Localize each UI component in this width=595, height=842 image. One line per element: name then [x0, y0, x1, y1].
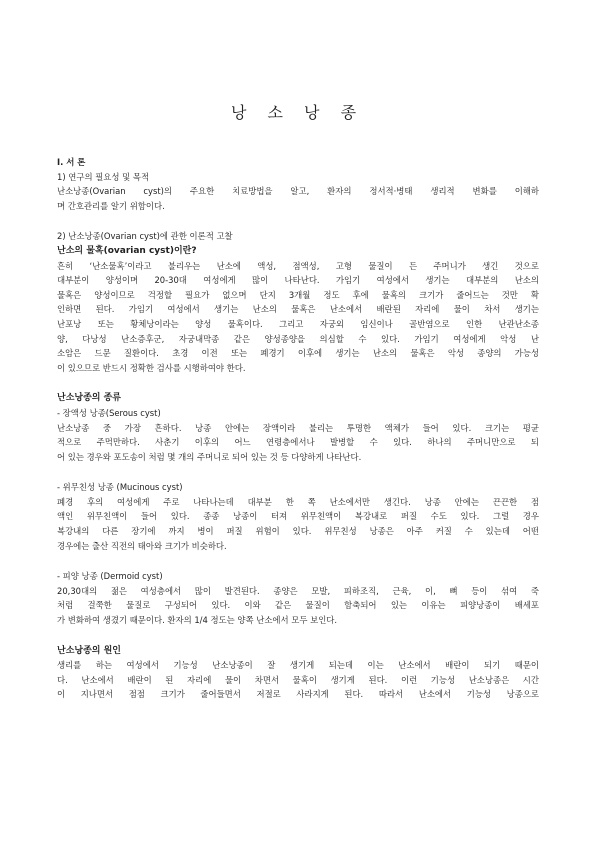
section-heading-types: 난소낭종의 종류	[57, 393, 121, 404]
paragraph-line: 생리를 하는 여성에서 기능성 난소낭종이 잘 생기게 되는데 이는 난소에서 배란이 되기 때문이	[57, 660, 539, 671]
paragraph-line: 이 있으므로 반드시 정확한 검사를 시행하여야 한다.	[57, 362, 246, 373]
paragraph-line: 복강내의 다른 장기에 까지 병이 퍼질 위험이 있다. 위무친성 낭종은 아주 커질 수 있는데 어떤	[57, 526, 539, 537]
paragraph-line: 물혹은 양성이므로 걱정할 필요가 없으며 단지 3개월 정도 후에 물혹의 크기가 줄어드는 것만 확	[57, 289, 539, 300]
document-title: 낭 소 낭 종	[230, 103, 365, 122]
paragraph-line: 양, 다낭성 난소증후군, 자궁내막종 같은 양성종양을 의심할 수 있다. 가임기 여성에게 악성 난	[57, 333, 539, 344]
subsection-need-purpose: 1) 연구의 필요성 및 목적	[57, 171, 150, 182]
question-heading: 난소의 물혹(ovarian cyst)이란?	[57, 245, 197, 256]
paragraph-line: 난소낭종(Ovarian cyst)의 주요한 치료방법을 알고, 환자의 정서적·병태 생리적 변화를 이해하	[57, 186, 539, 197]
type-title: - 위무친성 낭종 (Mucinous cyst)	[57, 482, 183, 493]
document-body	[57, 155, 539, 702]
paragraph-line: 경우에는 출산 직전의 태아와 크기가 비슷하다.	[57, 540, 227, 551]
paragraph-line: 난소낭종 중 가장 흔하다. 낭종 안에는 장액이라 불리는 투명한 액체가 들어 있다. 크기는 평균	[57, 422, 539, 433]
paragraph-line: 가 변화하여 생겼기 때문이다. 환자의 1/4 정도는 양쪽 난소에서 모두 보인다.	[57, 615, 338, 626]
paragraph-line: 어 있는 경우와 포도송이 처럼 몇 개의 주머니로 되어 있는 것 등 다양하게 나타난다.	[57, 451, 362, 462]
paragraph-line: 폐경 후의 여성에게 주로 나타나는데 대부분 한 쪽 난소에서만 생긴다. 낭종 안에는 끈끈한 점	[57, 496, 539, 507]
paragraph-line: 인하면 된다. 가임기 여성에서 생기는 난소의 물혹은 난소에서 배란된 자리에 물이 차서 생기는	[57, 304, 539, 315]
type-title: - 장액성 낭종(Serous cyst)	[57, 407, 161, 418]
paragraph-line: 적으로 주먹만하다. 사춘기 이후의 어느 연령층에서나 발병할 수 있다. 하나의 주머니만으로 되	[57, 437, 539, 448]
subsection-theory: 2) 난소낭종(Ovarian cyst)에 관한 이론적 고찰	[57, 231, 233, 242]
paragraph-line: 소암은 드문 질환이다. 초경 이전 또는 폐경기 이후에 생기는 난소의 물혹은 악성 종양의 가능성	[57, 348, 539, 359]
type-title: - 피양 낭종 (Dermoid cyst)	[57, 571, 163, 582]
paragraph-line: 이 지나면서 점점 크기가 줄어들면서 저절로 사라지게 된다. 따라서 난소에서 기능성 낭종으로	[57, 689, 539, 700]
paragraph-line: 액인 위무친액이 들어 있다. 종종 낭종이 터져 위무친액이 복강내로 퍼질 수도 있다. 그럴 경우	[57, 511, 539, 522]
paragraph-line: 며 간호관리를 알기 위함이다.	[57, 200, 165, 211]
paragraph-line: 난포낭 또는 황체낭이라는 양성 물혹이다. 그리고 자궁외 임신이나 골반염으로 인한 난관난소종	[57, 318, 539, 329]
paragraph-line: 처럼 걸쭉한 물질로 구성되어 있다. 이와 같은 물질이 함축되어 있는 이유는 피양낭종이 배세포	[57, 600, 539, 611]
paragraph-line: 다. 난소에서 배란이 된 자리에 물이 차면서 물혹이 생기게 된다. 이런 기능성 난소낭종은 시간	[57, 674, 539, 685]
paragraph-line: 20,30대의 젊은 여성층에서 많이 발견된다. 종양은 모발, 피하조직, 근육, 이, 뼈 등이 섞여 죽	[57, 585, 539, 596]
section-heading-causes: 난소낭종의 원인	[57, 645, 121, 656]
section-heading-intro: Ⅰ. 서 론	[57, 157, 86, 167]
paragraph-line: 대부분이 양성이며 20-30대 여성에게 많이 나타난다. 가임기 여성에서 생기는 대부분의 난소의	[57, 275, 539, 286]
paragraph-line: 흔히 ‘난소물혹’이라고 불리우는 난소에 액성, 점액성, 고형 물질이 든 주머니가 생긴 것으로	[57, 260, 539, 271]
